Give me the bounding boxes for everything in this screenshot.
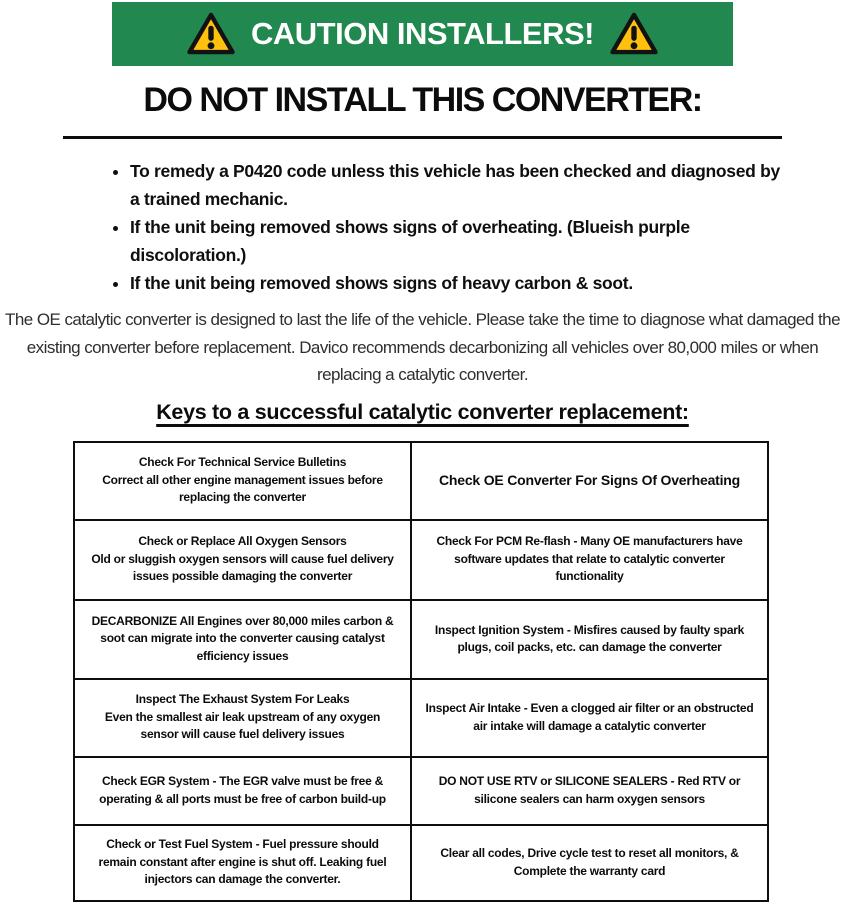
cell-text: Inspect The Exhaust System For Leaks	[135, 692, 350, 707]
cell-text: DECARBONIZE All Engines over 80,000 miles carbon & soot can migrate into the converter causing catalyst efficiency issues	[91, 613, 394, 663]
cell-text: Old or sluggish oxygen sensors will cause fuel delivery issues possible damaging the converter	[91, 551, 394, 584]
warning-bullet: • To remedy a P0420 code unless this vehicle has been checked and diagnosed by a trained mechanic.	[130, 157, 790, 213]
cell-text: Clear all codes, Drive cycle test to reset all monitors, & Complete the warranty card	[440, 846, 739, 878]
table-row	[74, 600, 768, 679]
warning-bullet-list	[0, 157, 790, 297]
table-cell-egr-system	[74, 757, 411, 825]
cell-text: Inspect Air Intake - Even a clogged air filter or an obstructed air intake will damage a catalytic converter	[425, 701, 754, 733]
table-cell-oxygen-sensors	[74, 520, 411, 600]
keys-section-heading: Keys to a successful catalytic converter replacement:	[156, 399, 689, 424]
warning-bullet: • If the unit being removed shows signs of overheating. (Blueish purple discoloration.)	[130, 213, 790, 269]
table-cell-tsb	[74, 442, 411, 520]
table-cell-exhaust-leaks	[74, 679, 411, 757]
cell-text: Correct all other engine management issues before replacing the converter	[102, 472, 383, 505]
divider-line	[63, 136, 782, 139]
table-row	[74, 679, 768, 757]
cell-text: Even the smallest air leak upstream of any oxygen sensor will cause fuel delivery issues	[104, 709, 381, 742]
table-cell-pcm-reflash	[411, 520, 768, 600]
table-cell-air-intake	[411, 679, 768, 757]
cell-text: Check For PCM Re-flash - Many OE manufacturers have software updates that relate to catalytic converter functionality	[436, 534, 743, 584]
cell-text: Check For Technical Service Bulletins	[138, 455, 347, 470]
cell-text: Check or Test Fuel System - Fuel pressure should remain constant after engine is shut off. Leaking fuel injectors can damage the converter.	[98, 837, 387, 887]
table-cell-rtv-sealers	[411, 757, 768, 825]
page-title: DO NOT INSTALL THIS CONVERTER:	[143, 81, 702, 119]
table-row	[74, 442, 768, 520]
table-row	[74, 520, 768, 600]
table-cell-decarbonize	[74, 600, 411, 679]
cell-text: Check or Replace All Oxygen Sensors	[138, 534, 347, 549]
advisory-paragraph: The OE catalytic converter is designed to last the life of the vehicle. Please take the time to diagnose what damaged the existing converter before replacement. Davico recommends decarbonizing all vehicles over 80,000 miles or when replacing a catalytic converter.	[5, 310, 840, 384]
table-cell-ignition-system	[411, 600, 768, 679]
table-cell-oe-overheating	[411, 442, 768, 520]
table-row	[74, 825, 768, 901]
caution-banner	[112, 2, 733, 66]
cell-text: DO NOT USE RTV or SILICONE SEALERS - Red RTV or silicone sealers can harm oxygen sensors	[438, 774, 741, 806]
table-cell-clear-codes	[411, 825, 768, 901]
table-row	[74, 757, 768, 825]
warning-bullet: • If the unit being removed shows signs of heavy carbon & soot.	[130, 269, 790, 297]
table-cell-fuel-system	[74, 825, 411, 901]
cell-text: Check EGR System - The EGR valve must be free & operating & all ports must be free of carbon build-up	[99, 774, 386, 806]
keys-table	[73, 441, 769, 902]
banner-title: CAUTION INSTALLERS!	[251, 16, 594, 51]
warning-triangle-icon	[609, 12, 659, 56]
cell-text: Inspect Ignition System - Misfires caused by faulty spark plugs, coil packs, etc. can damage the converter	[434, 622, 745, 654]
cell-text: Check OE Converter For Signs Of Overheating	[438, 472, 741, 489]
warning-triangle-icon	[186, 12, 236, 56]
